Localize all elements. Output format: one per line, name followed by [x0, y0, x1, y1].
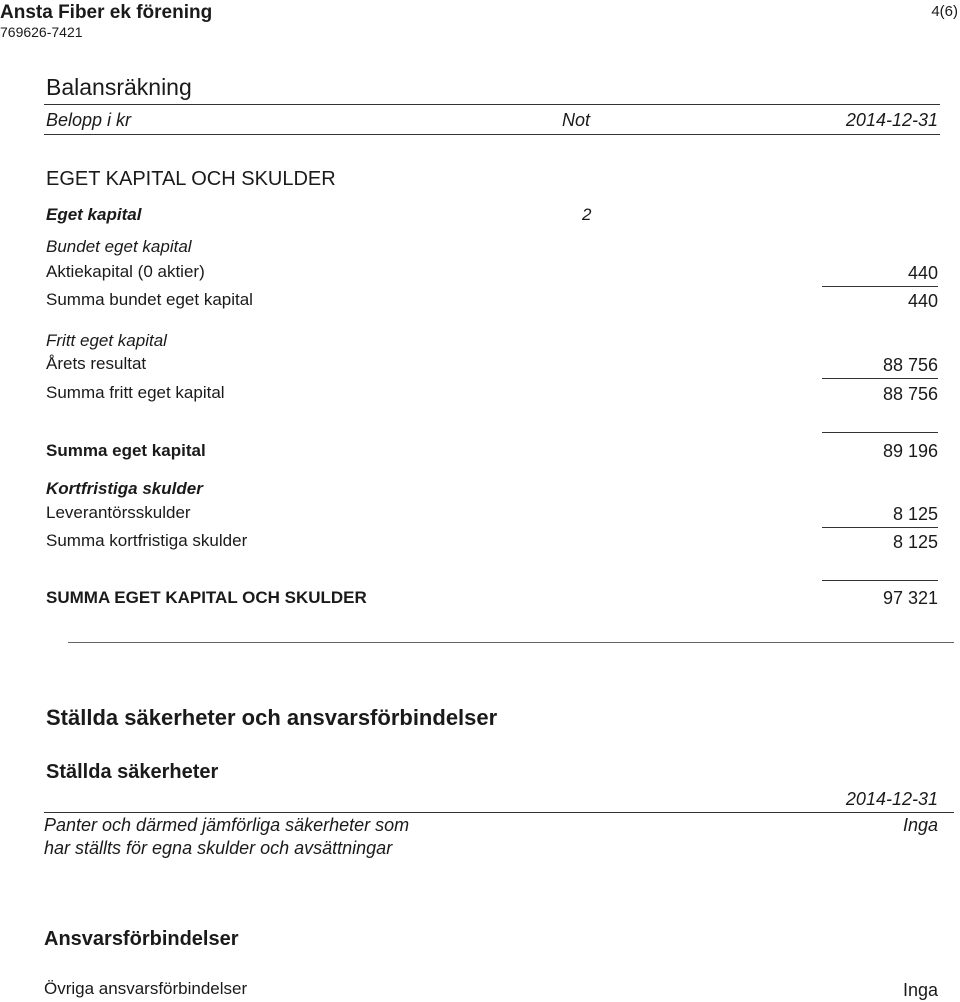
- pledges-rule: [44, 812, 954, 813]
- suppliers-value: 8 125: [892, 504, 938, 524]
- sum-restricted-label: Summa bundet eget kapital: [46, 290, 253, 309]
- sum-free-value: 88 756: [882, 384, 938, 404]
- contingent-title: Ansvarsförbindelser: [44, 928, 239, 950]
- sum-restricted-value: 440: [907, 291, 938, 311]
- contingent-label: Övriga ansvarsförbindelser: [44, 979, 248, 998]
- section-divider: [68, 642, 954, 643]
- pledges-subtitle: Ställda säkerheter: [46, 761, 219, 783]
- org-number: 769626-7421: [0, 24, 83, 40]
- sum-rule: [822, 580, 938, 581]
- sum-rule: [822, 432, 938, 433]
- pledges-line-1: Panter och därmed jämförliga säkerheter som: [44, 815, 410, 835]
- total-label: SUMMA EGET KAPITAL OCH SKULDER: [46, 588, 367, 607]
- sum-free-label: Summa fritt eget kapital: [46, 383, 225, 402]
- result-value: 88 756: [882, 355, 938, 375]
- pledges-col-date: 2014-12-31: [845, 789, 938, 809]
- sum-rule: [822, 378, 938, 379]
- page-number: 4(6): [931, 3, 958, 20]
- sum-rule: [822, 527, 938, 528]
- suppliers-label: Leverantörsskulder: [46, 503, 191, 522]
- sum-rule: [822, 286, 938, 287]
- col-date-label: 2014-12-31: [845, 110, 938, 130]
- restricted-equity-heading: Bundet eget kapital: [46, 237, 192, 256]
- sum-short-debt-value: 8 125: [892, 532, 938, 552]
- share-capital-value: 440: [907, 263, 938, 283]
- free-equity-heading: Fritt eget kapital: [46, 331, 167, 350]
- short-term-debt-heading: Kortfristiga skulder: [46, 479, 203, 498]
- pledges-title: Ställda säkerheter och ansvarsförbindelser: [46, 705, 498, 730]
- col-note-label: Not: [562, 110, 591, 130]
- sum-short-debt-label: Summa kortfristiga skulder: [46, 531, 248, 550]
- company-name: Ansta Fiber ek förening: [0, 2, 213, 23]
- equity-heading: Eget kapital: [46, 205, 142, 224]
- col-amount-label: Belopp i kr: [46, 110, 132, 130]
- result-label: Årets resultat: [46, 354, 147, 373]
- contingent-value: Inga: [902, 980, 938, 1000]
- share-capital-label: Aktiekapital (0 aktier): [46, 262, 205, 281]
- total-value: 97 321: [882, 588, 938, 608]
- sum-equity-value: 89 196: [882, 441, 938, 461]
- page-title: Balansräkning: [46, 74, 192, 100]
- pledges-value: Inga: [902, 815, 938, 835]
- section-heading: EGET KAPITAL OCH SKULDER: [46, 168, 336, 190]
- sum-equity-label: Summa eget kapital: [46, 441, 206, 460]
- header-rule: [44, 134, 940, 135]
- pledges-line-2: har ställts för egna skulder och avsättningar: [44, 838, 393, 858]
- title-rule: [44, 104, 940, 105]
- equity-note: 2: [582, 205, 592, 224]
